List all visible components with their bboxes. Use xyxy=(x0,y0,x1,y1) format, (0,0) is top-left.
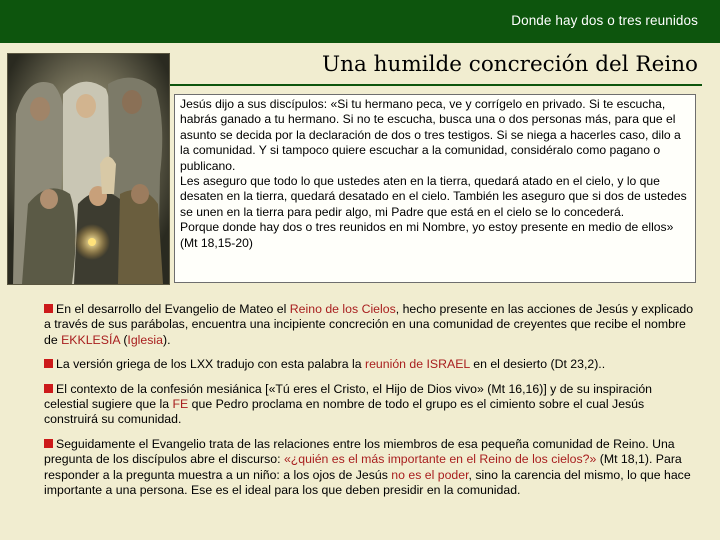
header-bar xyxy=(0,0,720,43)
bullet-text: La versión griega de los LXX tradujo con esta palabra la xyxy=(56,357,365,372)
bullet-square-icon xyxy=(44,359,53,368)
bullet-text: ( xyxy=(119,332,128,347)
highlight-pregunta-discipulos: «¿quién es el más importante en el Reino de los cielos?» xyxy=(283,452,597,467)
bullet-text: (Mt 18,1). Para responder a la pregunta muestra a un niño: a los ojos de Jesús xyxy=(44,452,682,482)
bullet-text: que Pedro proclama en nombre de todo el grupo es el cimiento sobre el cual Jesús construirá su comunidad. xyxy=(44,397,645,427)
bullet-item-reino xyxy=(44,302,696,348)
bullet-item-lxx xyxy=(44,357,696,372)
highlight-no-es-el-poder: no es el poder xyxy=(391,467,469,482)
bullet-text: ). xyxy=(162,332,171,347)
bullet-text: En el desarrollo del Evangelio de Mateo el xyxy=(56,302,290,316)
bullet-item-confesion xyxy=(44,382,696,428)
bullet-text: , sino la carencia del mismo, lo que hace importante a una persona. Ese es el ideal para los que deben presidir en la comunidad. xyxy=(44,467,691,498)
bullet-text: en el desierto (Dt 23,2).. xyxy=(469,357,606,372)
quote-paragraph-2: Les aseguro que todo lo que ustedes aten en la tierra, quedará atado en el cielo, y lo que desaten en la tierra, quedará desatado en el cielo. También les aseguro que si dos de ustedes se unen en la tierra para pedir algo, mi Padre que está en el cielo se lo concederá. xyxy=(180,174,687,219)
gospel-quote-box xyxy=(174,94,696,283)
painting-illustration xyxy=(8,54,169,284)
bullet-text: , hecho presente en las acciones de Jesús y explicado a través de sus parábolas, encuentra una incipiente concreción en una comunidad de creyentes que recibe el nombre de xyxy=(44,302,694,347)
highlight-reino-de-los-cielos: Reino de los Cielos xyxy=(289,302,396,316)
title-underline xyxy=(170,84,702,86)
bullet-text: El contexto de la confesión mesiánica [«Tú eres el Cristo, el Hijo de Dios vivo» (Mt 16,16)] y de su inspiración celestial sugiere que la xyxy=(44,381,652,412)
painting-jesus-with-disciples-icon xyxy=(7,53,170,285)
bullet-list xyxy=(44,302,696,507)
highlight-fe: FE xyxy=(172,397,189,412)
bullet-square-icon xyxy=(44,439,53,448)
slide-title: Una humilde concreción del Reino xyxy=(322,52,698,77)
bullet-square-icon xyxy=(44,384,53,393)
highlight-iglesia: Iglesia xyxy=(127,332,163,347)
highlight-reunion-de-israel: reunión de ISRAEL xyxy=(364,357,470,372)
bullet-square-icon xyxy=(44,304,53,313)
highlight-ekklesia: EKKLESÍA xyxy=(61,332,120,347)
quote-paragraph-1: Jesús dijo a sus discípulos: «Si tu hermano peca, ve y corrígelo en privado. Si te escucha, habrás ganado a tu hermano. Si no te escucha, busca una o dos personas más, para que el asunto se decida por la declaración de dos o tres testigos. Si se niega a hacerles caso, dilo a la comunidad. Y si tampoco quiere escuchar a la comunidad, considéralo como pagano o publicano. xyxy=(180,97,681,173)
bullet-item-relaciones xyxy=(44,437,696,499)
header-bar-title: Donde hay dos o tres reunidos xyxy=(511,13,698,28)
bullet-text: Seguidamente el Evangelio trata de las relaciones entre los miembros de esa pequeña comunidad de Reino. Una pregunta de los discípulos abre el discurso: xyxy=(44,436,675,467)
quote-paragraph-3: Porque donde hay dos o tres reunidos en mi Nombre, yo estoy presente en medio de ellos» (Mt 18,15-20) xyxy=(180,220,674,250)
